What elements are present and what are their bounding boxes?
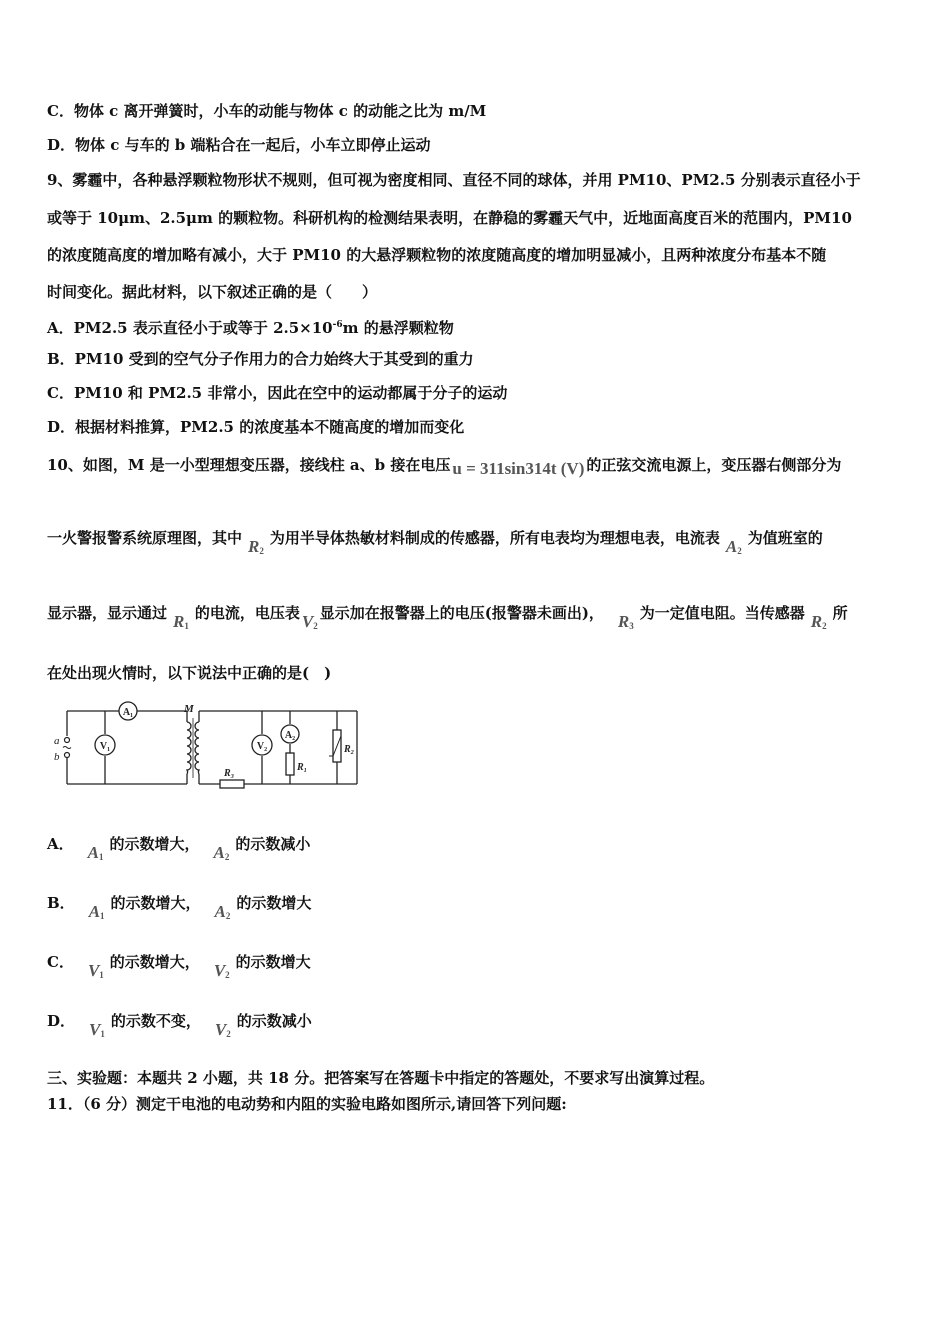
terminal-a-icon — [65, 738, 70, 743]
label-a: a — [54, 735, 60, 747]
ammeter-a2-icon — [281, 725, 299, 743]
symbol-r3: $R_3$ — [617, 612, 634, 631]
symbol-a2-opt-b: $A_2$ — [214, 902, 231, 921]
q10-line3-b: 的电流，电压表 — [194, 604, 300, 622]
resistor-r3-icon — [220, 780, 244, 788]
label-r1: R₁ — [297, 762, 308, 773]
symbol-a2: $A_2$ — [725, 537, 742, 556]
q10-line3-a: 显示器，显示通过 — [47, 604, 168, 622]
question-9-option-d: D．根据材料推算，PM2.5 的浓度基本不随高度的增加而变化 — [47, 418, 465, 436]
question-10-option-c — [47, 952, 311, 980]
option-b-label: B． — [47, 894, 75, 912]
symbol-a1: $A_1$ — [87, 843, 104, 862]
option-a-text-post: m 的悬浮颗粒物 — [342, 319, 454, 337]
symbol-v2-opt-d: $V_2$ — [214, 1020, 231, 1039]
svg-text:A₁: A₁ — [122, 707, 134, 718]
label-m: M — [184, 703, 194, 715]
symbol-r2: $R_2$ — [248, 537, 264, 556]
option-a-text-pre: A．PM2.5 表示直径小于或等于 2.5×10 — [47, 319, 333, 337]
question-10-line-2 — [47, 528, 823, 556]
symbol-v2-opt-c: $V_2$ — [213, 961, 230, 980]
symbol-r1: $R_1$ — [173, 612, 189, 631]
symbol-a1-opt-b: $A_1$ — [88, 902, 105, 921]
option-c-previous: C．物体 c 离开弹簧时，小车的动能与物体 c 的动能之比为 m/M — [47, 102, 487, 120]
symbol-a2-opt-a: $A_2$ — [213, 843, 230, 862]
question-9-line-2: 或等于 10μm、2.5μm 的颗粒物。科研机构的检测结果表明，在静稳的雾霾天气中，近地面高度百米的范围内，PM10 — [47, 209, 852, 227]
question-9-line-3: 的浓度随高度的增加略有减小，大于 PM10 的大悬浮颗粒物的浓度随高度的增加明显减小，且两种浓度分布基本不随 — [47, 246, 827, 264]
question-9-option-c: C．PM10 和 PM2.5 非常小，因此在空中的运动都属于分子的运动 — [47, 384, 508, 402]
option-b-text-2: 的示数增大 — [236, 894, 312, 912]
option-a-text-1: 的示数增大， — [109, 835, 200, 853]
voltmeter-v2-icon — [252, 735, 272, 755]
voltage-formula: u = 311sin314t (V) — [452, 459, 585, 478]
label-r3: R₃ — [224, 768, 235, 779]
symbol-v1-opt-d: $V_1$ — [89, 1020, 105, 1039]
symbol-v2: $V_2$ — [301, 612, 318, 631]
ammeter-a1-icon — [119, 702, 137, 720]
svg-text:V₁: V₁ — [99, 741, 111, 752]
q10-line1-post: 的正弦交流电源上，变压器右侧部分为 — [586, 456, 842, 474]
question-9-line-4: 时间变化。据此材料，以下叙述正确的是（ ） — [47, 283, 378, 301]
option-a-label: A． — [47, 835, 74, 853]
option-d-previous: D．物体 c 与车的 b 端粘合在一起后，小车立即停止运动 — [47, 136, 431, 154]
symbol-v1-opt-c: $V_1$ — [87, 961, 104, 980]
question-10-line-1 — [47, 455, 842, 478]
section-3-heading: 三、实验题：本题共 2 小题，共 18 分。把答案写在答题卡中指定的答题处，不要求写出演算过程。 — [47, 1069, 715, 1087]
option-d-text-2: 的示数减小 — [236, 1012, 312, 1030]
question-10-option-a — [47, 834, 311, 862]
question-9-line-1: 9、雾霾中，各种悬浮颗粒物形状不规则，但可视为密度相同、直径不同的球体，并用 PM10、PM2.5 分别表示直径小于 — [47, 171, 861, 189]
question-10-option-d — [47, 1011, 312, 1039]
q10-line2-mid: 为用半导体热敏材料制成的传感器，所有电表均为理想电表，电流表 — [269, 529, 720, 547]
svg-text:A₂: A₂ — [284, 730, 296, 741]
svg-text:V₂: V₂ — [256, 741, 268, 752]
q10-line3-c: 显示加在报警器上的电压(报警器未画出)， — [319, 604, 604, 622]
option-d-label: D． — [47, 1012, 76, 1030]
ac-source-icon — [63, 747, 71, 749]
label-b: b — [54, 751, 60, 763]
option-d-text-1: 的示数不变， — [110, 1012, 201, 1030]
symbol-r2-b: $R_2$ — [810, 612, 827, 631]
q10-line2-post: 为值班室的 — [747, 529, 823, 547]
q10-line3-d: 为一定值电阻。当传感器 — [639, 604, 805, 622]
label-r2: R₂ — [344, 744, 355, 755]
option-a-exponent: -6 — [332, 320, 343, 330]
thermistor-r2-icon — [329, 730, 341, 762]
voltmeter-v1-icon — [95, 735, 115, 755]
terminal-b-icon — [65, 753, 70, 758]
q10-line1-pre: 10、如图，M 是一小型理想变压器，接线柱 a、b 接在电压 — [47, 456, 451, 474]
question-9-option-b: B．PM10 受到的空气分子作用力的合力始终大于其受到的重力 — [47, 350, 474, 368]
option-a-text-2: 的示数减小 — [235, 835, 311, 853]
q10-line3-e: 所 — [832, 604, 848, 622]
question-10-line-4: 在处出现火情时，以下说法中正确的是( ) — [47, 664, 332, 682]
option-c-text-2: 的示数增大 — [235, 953, 311, 971]
question-9-option-a — [47, 315, 454, 338]
circuit-diagram — [47, 700, 367, 795]
q10-line2-pre: 一火警报警系统原理图，其中 — [47, 529, 243, 547]
option-b-text-1: 的示数增大， — [110, 894, 201, 912]
option-c-text-1: 的示数增大， — [109, 953, 200, 971]
option-c-label: C． — [47, 953, 74, 971]
question-10-line-3 — [47, 603, 848, 631]
question-11: 11．（6 分）测定干电池的电动势和内阻的实验电路如图所示,请回答下列问题: — [47, 1095, 567, 1113]
resistor-r1-icon — [286, 753, 294, 775]
question-10-option-b — [47, 893, 312, 921]
